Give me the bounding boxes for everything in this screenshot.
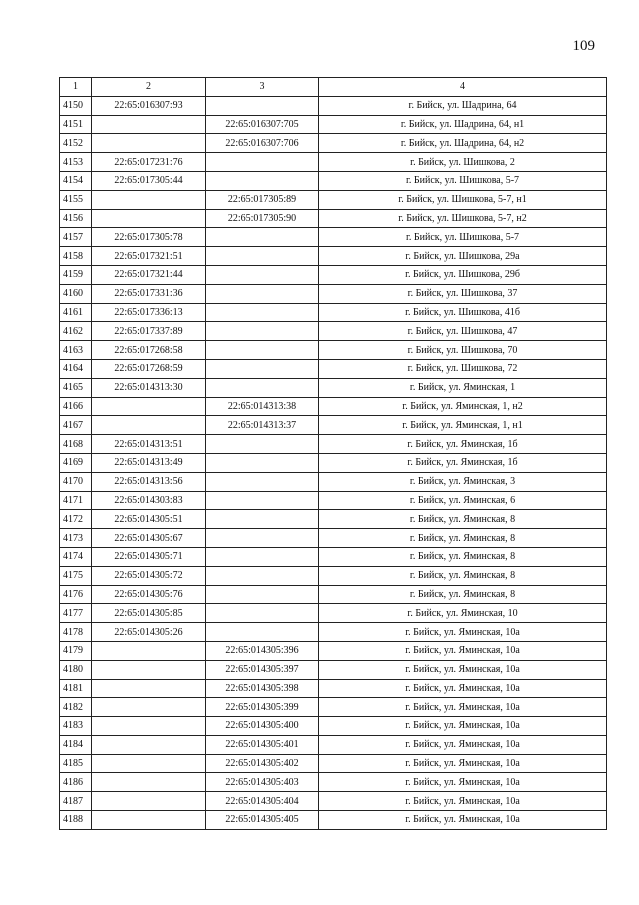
- address-cell: г. Бийск, ул. Яминская, 1б: [319, 435, 607, 454]
- cadastral-number-premises-cell: 22:65:014305:403: [206, 773, 319, 792]
- row-number-cell: 4178: [60, 623, 92, 642]
- row-number-cell: 4162: [60, 322, 92, 341]
- row-number-cell: 4152: [60, 134, 92, 153]
- table-row: [60, 679, 607, 698]
- table-row: [60, 472, 607, 491]
- row-number-cell: 4168: [60, 435, 92, 454]
- table-row: [60, 209, 607, 228]
- cadastral-number-premises-cell: [206, 604, 319, 623]
- address-cell: г. Бийск, ул. Шишкова, 29а: [319, 247, 607, 266]
- row-number-cell: 4167: [60, 416, 92, 435]
- address-cell: г. Бийск, ул. Шишкова, 70: [319, 341, 607, 360]
- row-number-cell: 4181: [60, 679, 92, 698]
- table-row: [60, 623, 607, 642]
- row-number-cell: 4171: [60, 491, 92, 510]
- cadastral-number-parcel-cell: [92, 134, 206, 153]
- table-row: [60, 491, 607, 510]
- cadastral-number-parcel-cell: 22:65:014305:85: [92, 604, 206, 623]
- row-number-cell: 4153: [60, 153, 92, 172]
- row-number-cell: 4180: [60, 660, 92, 679]
- cadastral-number-parcel-cell: 22:65:017336:13: [92, 303, 206, 322]
- cadastral-number-parcel-cell: [92, 773, 206, 792]
- table-header: [60, 78, 607, 97]
- cadastral-number-parcel-cell: 22:65:017268:59: [92, 359, 206, 378]
- table-row: [60, 303, 607, 322]
- row-number-cell: 4183: [60, 717, 92, 736]
- cadastral-number-parcel-cell: 22:65:014305:26: [92, 623, 206, 642]
- cadastral-number-parcel-cell: 22:65:017321:44: [92, 265, 206, 284]
- address-cell: г. Бийск, ул. Яминская, 10а: [319, 641, 607, 660]
- cadastral-number-premises-cell: 22:65:014305:400: [206, 717, 319, 736]
- cadastral-number-premises-cell: 22:65:014305:397: [206, 660, 319, 679]
- cadastral-number-premises-cell: [206, 510, 319, 529]
- cadastral-number-premises-cell: 22:65:014305:405: [206, 811, 319, 830]
- table-row: [60, 435, 607, 454]
- page-number: 109: [572, 38, 595, 54]
- address-cell: г. Бийск, ул. Шишкова, 41б: [319, 303, 607, 322]
- cadastral-number-premises-cell: [206, 96, 319, 115]
- cadastral-number-premises-cell: 22:65:016307:706: [206, 134, 319, 153]
- cadastral-number-premises-cell: [206, 359, 319, 378]
- cadastral-number-premises-cell: [206, 284, 319, 303]
- table-row: [60, 397, 607, 416]
- cadastral-number-premises-cell: [206, 472, 319, 491]
- row-number-cell: 4166: [60, 397, 92, 416]
- address-cell: г. Бийск, ул. Яминская, 1б: [319, 453, 607, 472]
- header-col-4: 4: [319, 78, 607, 97]
- cadastral-number-premises-cell: 22:65:014313:38: [206, 397, 319, 416]
- row-number-cell: 4175: [60, 566, 92, 585]
- cadastral-number-premises-cell: 22:65:014313:37: [206, 416, 319, 435]
- table-row: [60, 754, 607, 773]
- cadastral-number-premises-cell: [206, 453, 319, 472]
- cadastral-number-premises-cell: [206, 153, 319, 172]
- row-number-cell: 4165: [60, 378, 92, 397]
- cadastral-number-premises-cell: 22:65:014305:404: [206, 792, 319, 811]
- address-cell: г. Бийск, ул. Шишкова, 5-7, н1: [319, 190, 607, 209]
- cadastral-number-premises-cell: 22:65:014305:398: [206, 679, 319, 698]
- address-cell: г. Бийск, ул. Шадрина, 64, н2: [319, 134, 607, 153]
- header-col-2: 2: [92, 78, 206, 97]
- table-row: [60, 510, 607, 529]
- row-number-cell: 4156: [60, 209, 92, 228]
- table-row: [60, 96, 607, 115]
- cadastral-number-premises-cell: [206, 435, 319, 454]
- cadastral-number-parcel-cell: [92, 811, 206, 830]
- address-cell: г. Бийск, ул. Яминская, 1, н1: [319, 416, 607, 435]
- table-row: [60, 585, 607, 604]
- table-row: [60, 641, 607, 660]
- address-cell: г. Бийск, ул. Яминская, 10а: [319, 698, 607, 717]
- table-row: [60, 660, 607, 679]
- row-number-cell: 4188: [60, 811, 92, 830]
- address-cell: г. Бийск, ул. Яминская, 8: [319, 510, 607, 529]
- address-cell: г. Бийск, ул. Яминская, 10а: [319, 623, 607, 642]
- address-cell: г. Бийск, ул. Шишкова, 2: [319, 153, 607, 172]
- cadastral-number-premises-cell: [206, 322, 319, 341]
- address-cell: г. Бийск, ул. Шишкова, 5-7, н2: [319, 209, 607, 228]
- row-number-cell: 4164: [60, 359, 92, 378]
- cadastral-number-parcel-cell: [92, 397, 206, 416]
- cadastral-number-parcel-cell: [92, 717, 206, 736]
- table-row: [60, 190, 607, 209]
- address-cell: г. Бийск, ул. Яминская, 10а: [319, 717, 607, 736]
- row-number-cell: 4151: [60, 115, 92, 134]
- cadastral-number-parcel-cell: 22:65:017268:58: [92, 341, 206, 360]
- cadastral-number-parcel-cell: 22:65:014313:51: [92, 435, 206, 454]
- cadastral-number-premises-cell: [206, 228, 319, 247]
- cadastral-number-premises-cell: [206, 491, 319, 510]
- cadastral-number-parcel-cell: [92, 754, 206, 773]
- header-col-1: 1: [60, 78, 92, 97]
- cadastral-number-premises-cell: 22:65:017305:90: [206, 209, 319, 228]
- row-number-cell: 4160: [60, 284, 92, 303]
- cadastral-number-parcel-cell: 22:65:014313:30: [92, 378, 206, 397]
- header-row: [60, 78, 607, 97]
- address-cell: г. Бийск, ул. Шишкова, 72: [319, 359, 607, 378]
- cadastral-number-premises-cell: 22:65:014305:401: [206, 735, 319, 754]
- cadastral-number-premises-cell: [206, 265, 319, 284]
- address-cell: г. Бийск, ул. Яминская, 3: [319, 472, 607, 491]
- cadastral-number-parcel-cell: 22:65:017231:76: [92, 153, 206, 172]
- table-row: [60, 322, 607, 341]
- cadastral-number-premises-cell: 22:65:014305:396: [206, 641, 319, 660]
- table-row: [60, 228, 607, 247]
- cadastral-number-premises-cell: [206, 623, 319, 642]
- table-row: [60, 359, 607, 378]
- address-cell: г. Бийск, ул. Шишкова, 47: [319, 322, 607, 341]
- address-cell: г. Бийск, ул. Яминская, 6: [319, 491, 607, 510]
- cadastral-number-parcel-cell: [92, 190, 206, 209]
- address-cell: г. Бийск, ул. Яминская, 8: [319, 566, 607, 585]
- address-cell: г. Бийск, ул. Шишкова, 5-7: [319, 171, 607, 190]
- address-cell: г. Бийск, ул. Яминская, 10а: [319, 660, 607, 679]
- table-row: [60, 735, 607, 754]
- cadastral-number-premises-cell: [206, 378, 319, 397]
- row-number-cell: 4169: [60, 453, 92, 472]
- cadastral-number-parcel-cell: 22:65:014305:67: [92, 529, 206, 548]
- cadastral-number-parcel-cell: 22:65:014305:76: [92, 585, 206, 604]
- cadastral-number-premises-cell: 22:65:016307:705: [206, 115, 319, 134]
- cadastral-number-parcel-cell: 22:65:014305:72: [92, 566, 206, 585]
- cadastral-number-premises-cell: 22:65:014305:402: [206, 754, 319, 773]
- cadastral-number-parcel-cell: 22:65:014305:51: [92, 510, 206, 529]
- row-number-cell: 4184: [60, 735, 92, 754]
- address-cell: г. Бийск, ул. Яминская, 10а: [319, 792, 607, 811]
- address-cell: г. Бийск, ул. Яминская, 10а: [319, 811, 607, 830]
- row-number-cell: 4157: [60, 228, 92, 247]
- address-cell: г. Бийск, ул. Шишкова, 5-7: [319, 228, 607, 247]
- table-row: [60, 265, 607, 284]
- cadastral-number-premises-cell: [206, 247, 319, 266]
- address-cell: г. Бийск, ул. Яминская, 1, н2: [319, 397, 607, 416]
- cadastral-number-parcel-cell: [92, 209, 206, 228]
- cadastral-number-premises-cell: [206, 171, 319, 190]
- cadastral-number-parcel-cell: [92, 792, 206, 811]
- row-number-cell: 4177: [60, 604, 92, 623]
- row-number-cell: 4159: [60, 265, 92, 284]
- table-row: [60, 717, 607, 736]
- cadastral-number-parcel-cell: 22:65:014313:56: [92, 472, 206, 491]
- row-number-cell: 4185: [60, 754, 92, 773]
- row-number-cell: 4173: [60, 529, 92, 548]
- address-cell: г. Бийск, ул. Яминская, 10а: [319, 773, 607, 792]
- cadastral-number-premises-cell: [206, 585, 319, 604]
- address-cell: г. Бийск, ул. Яминская, 8: [319, 547, 607, 566]
- row-number-cell: 4182: [60, 698, 92, 717]
- row-number-cell: 4163: [60, 341, 92, 360]
- table-row: [60, 115, 607, 134]
- cadastral-number-parcel-cell: 22:65:014305:71: [92, 547, 206, 566]
- table-row: [60, 171, 607, 190]
- row-number-cell: 4172: [60, 510, 92, 529]
- table-row: [60, 547, 607, 566]
- address-cell: г. Бийск, ул. Яминская, 8: [319, 585, 607, 604]
- address-cell: г. Бийск, ул. Яминская, 10: [319, 604, 607, 623]
- cadastral-number-premises-cell: 22:65:014305:399: [206, 698, 319, 717]
- cadastral-number-parcel-cell: 22:65:017337:89: [92, 322, 206, 341]
- address-cell: г. Бийск, ул. Яминская, 8: [319, 529, 607, 548]
- table-row: [60, 529, 607, 548]
- cadastral-number-parcel-cell: 22:65:017331:36: [92, 284, 206, 303]
- row-number-cell: 4174: [60, 547, 92, 566]
- table-body: [60, 96, 607, 829]
- cadastral-number-parcel-cell: 22:65:014303:83: [92, 491, 206, 510]
- cadastral-number-premises-cell: [206, 529, 319, 548]
- cadastral-number-parcel-cell: 22:65:014313:49: [92, 453, 206, 472]
- table-row: [60, 134, 607, 153]
- cadastral-number-premises-cell: 22:65:017305:89: [206, 190, 319, 209]
- table-row: [60, 378, 607, 397]
- address-cell: г. Бийск, ул. Шадрина, 64: [319, 96, 607, 115]
- address-cell: г. Бийск, ул. Яминская, 10а: [319, 735, 607, 754]
- table-row: [60, 792, 607, 811]
- table-row: [60, 566, 607, 585]
- address-cell: г. Бийск, ул. Яминская, 10а: [319, 679, 607, 698]
- cadastral-number-parcel-cell: [92, 698, 206, 717]
- row-number-cell: 4150: [60, 96, 92, 115]
- address-cell: г. Бийск, ул. Шишкова, 29б: [319, 265, 607, 284]
- cadastral-number-parcel-cell: [92, 660, 206, 679]
- cadastral-number-premises-cell: [206, 341, 319, 360]
- table-row: [60, 284, 607, 303]
- row-number-cell: 4161: [60, 303, 92, 322]
- cadastral-number-parcel-cell: [92, 641, 206, 660]
- cadastral-number-parcel-cell: [92, 416, 206, 435]
- cadastral-number-premises-cell: [206, 547, 319, 566]
- row-number-cell: 4187: [60, 792, 92, 811]
- cadastral-number-premises-cell: [206, 566, 319, 585]
- table-row: [60, 341, 607, 360]
- address-cell: г. Бийск, ул. Яминская, 1: [319, 378, 607, 397]
- table-row: [60, 811, 607, 830]
- cadastral-number-parcel-cell: 22:65:017321:51: [92, 247, 206, 266]
- cadastral-number-premises-cell: [206, 303, 319, 322]
- row-number-cell: 4158: [60, 247, 92, 266]
- cadastral-number-parcel-cell: [92, 115, 206, 134]
- cadastral-number-parcel-cell: 22:65:017305:44: [92, 171, 206, 190]
- cadastral-number-parcel-cell: [92, 679, 206, 698]
- table-row: [60, 153, 607, 172]
- row-number-cell: 4154: [60, 171, 92, 190]
- row-number-cell: 4186: [60, 773, 92, 792]
- table-row: [60, 416, 607, 435]
- address-cell: г. Бийск, ул. Шишкова, 37: [319, 284, 607, 303]
- row-number-cell: 4176: [60, 585, 92, 604]
- row-number-cell: 4179: [60, 641, 92, 660]
- table-row: [60, 773, 607, 792]
- row-number-cell: 4155: [60, 190, 92, 209]
- address-cell: г. Бийск, ул. Яминская, 10а: [319, 754, 607, 773]
- cadastral-number-parcel-cell: 22:65:016307:93: [92, 96, 206, 115]
- registry-table: [59, 77, 607, 830]
- header-col-3: 3: [206, 78, 319, 97]
- row-number-cell: 4170: [60, 472, 92, 491]
- table-row: [60, 698, 607, 717]
- cadastral-number-parcel-cell: 22:65:017305:78: [92, 228, 206, 247]
- table-row: [60, 247, 607, 266]
- cadastral-number-parcel-cell: [92, 735, 206, 754]
- table-row: [60, 604, 607, 623]
- address-cell: г. Бийск, ул. Шадрина, 64, н1: [319, 115, 607, 134]
- table-row: [60, 453, 607, 472]
